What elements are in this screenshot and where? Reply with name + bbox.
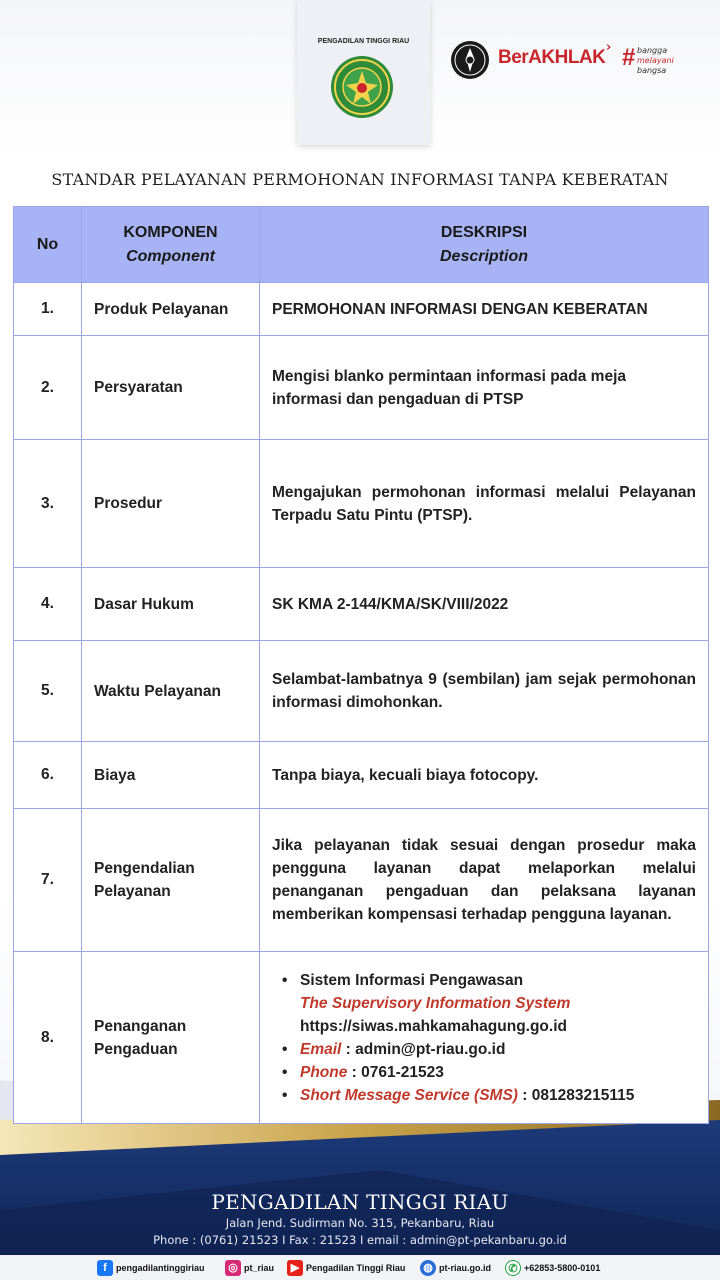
court-seal-icon [330, 55, 394, 119]
row-component: Pengendalian Pelayanan [82, 809, 260, 952]
service-standard-table [13, 206, 709, 1124]
row-component: Dasar Hukum [82, 568, 260, 641]
whatsapp-icon: ✆ [505, 1260, 521, 1276]
row-description [260, 952, 709, 1124]
table-row [14, 336, 709, 440]
complaint-channel-list [272, 969, 696, 1107]
instagram-link[interactable]: ◎ pt_riau [225, 1259, 274, 1276]
row-component: Persyaratan [82, 336, 260, 440]
footer-title: PENGADILAN TINGGI RIAU [211, 1190, 509, 1214]
table-row [14, 283, 709, 336]
sms-number: 081283215115 [531, 1086, 635, 1104]
footer-contact: Phone : (0761) 21523 I Fax : 21523 I email : admin@pt-pekanbaru.go.id [153, 1233, 567, 1247]
court-badge [297, 0, 430, 145]
row-component: Penanganan Pengaduan [82, 952, 260, 1124]
whatsapp-link[interactable]: ✆ +62853-5800-0101 [505, 1259, 600, 1276]
row-description: Selambat-lambatnya 9 (sembilan) jam sejak permohonan informasi dimohonkan. [260, 641, 709, 742]
row-component: Biaya [82, 742, 260, 809]
table-row [14, 440, 709, 568]
berakhlak-brand [450, 40, 700, 80]
row-number: 3. [14, 440, 82, 568]
row-description: Mengisi blanko permintaan informasi pada meja informasi dan pengaduan di PTSP [260, 336, 709, 440]
footer-address: Jalan Jend. Sudirman No. 315, Pekanbaru, Riau [225, 1216, 495, 1230]
youtube-link[interactable]: ▶ Pengadilan Tinggi Riau [287, 1259, 405, 1276]
brand-tagline: bangga melayani bangsa [637, 46, 674, 75]
phone-number: 0761-21523 [361, 1063, 444, 1081]
row-number: 8. [14, 952, 82, 1124]
facebook-link[interactable]: f pengadilantinggiriau [97, 1259, 205, 1276]
row-description: SK KMA 2-144/KMA/SK/VIII/2022 [260, 568, 709, 641]
row-description: Mengajukan permohonan informasi melalui Pelayanan Terpadu Satu Pintu (PTSP). [260, 440, 709, 568]
header-component: KOMPONEN Component [82, 207, 260, 283]
row-component: Produk Pelayanan [82, 283, 260, 336]
row-description: Tanpa biaya, kecuali biaya fotocopy. [260, 742, 709, 809]
brand-name: BerAKHLAK [498, 47, 606, 68]
document-title: STANDAR PELAYANAN PERMOHONAN INFORMASI TANPA KEBERATAN [51, 170, 669, 189]
list-item: • Sistem Informasi Pengawasan The Supervisory Information System https://siwas.mahkamahagung.go.id [272, 969, 696, 1038]
ministry-emblem-icon [450, 40, 490, 80]
row-number: 5. [14, 641, 82, 742]
row-description: Jika pelayanan tidak sesuai dengan prosedur maka pengguna layanan dapat melaporkan melalui penanganan pengaduan dan pelaksana layanan memberikan kompensasi terhadap pengguna layanan. [260, 809, 709, 952]
header-no: No [14, 207, 82, 283]
list-item: • Short Message Service (SMS) : 081283215115 [272, 1084, 696, 1107]
list-item: • Email : admin@pt-riau.go.id [272, 1038, 696, 1061]
header-description: DESKRIPSI Description [260, 207, 709, 283]
social-bar [0, 1255, 720, 1280]
row-number: 2. [14, 336, 82, 440]
court-label: PENGADILAN TINGGI RIAU [317, 38, 410, 45]
table-header-row [14, 207, 709, 283]
row-number: 7. [14, 809, 82, 952]
row-component: Prosedur [82, 440, 260, 568]
row-number: 1. [14, 283, 82, 336]
list-item: • Phone : 0761-21523 [272, 1061, 696, 1084]
globe-icon: ◍ [420, 1260, 436, 1276]
website-link[interactable]: ◍ pt-riau.go.id [420, 1259, 491, 1276]
email-link[interactable]: admin@pt-riau.go.id [355, 1040, 506, 1058]
instagram-icon: ◎ [225, 1260, 241, 1276]
table-row [14, 568, 709, 641]
row-component: Waktu Pelayanan [82, 641, 260, 742]
table-row [14, 809, 709, 952]
row-description: PERMOHONAN INFORMASI DENGAN KEBERATAN [260, 283, 709, 336]
table-row [14, 641, 709, 742]
chevron-icon: › [606, 40, 612, 55]
facebook-icon: f [97, 1260, 113, 1276]
youtube-icon: ▶ [287, 1260, 303, 1276]
table-row [14, 742, 709, 809]
row-number: 4. [14, 568, 82, 641]
table-row [14, 952, 709, 1124]
row-number: 6. [14, 742, 82, 809]
siwas-english-label: The Supervisory Information System [300, 994, 571, 1012]
siwas-link[interactable]: https://siwas.mahkamahagung.go.id [300, 1017, 567, 1035]
hash-icon: # [622, 44, 636, 71]
